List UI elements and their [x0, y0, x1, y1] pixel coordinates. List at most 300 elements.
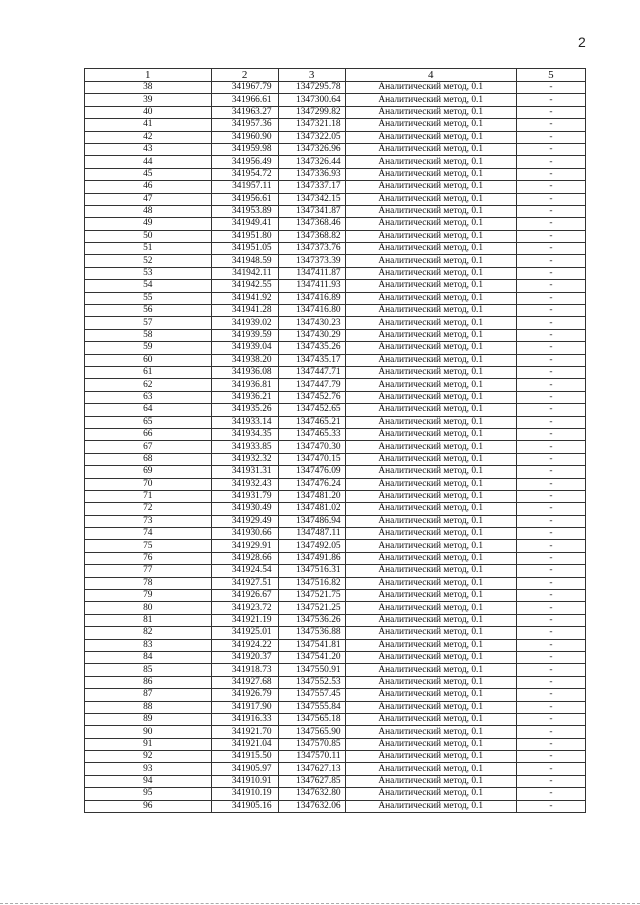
table-row	[85, 106, 586, 118]
table-row	[85, 788, 586, 800]
cell-point-number: 95	[85, 788, 212, 800]
table-row	[85, 701, 586, 713]
table-row	[85, 156, 586, 168]
table-row	[85, 466, 586, 478]
cell-point-number: 40	[85, 106, 212, 118]
cell-x-coordinate: 341967.79	[211, 82, 278, 94]
cell-method: Аналитический метод, 0.1	[345, 751, 516, 763]
cell-method: Аналитический метод, 0.1	[345, 676, 516, 688]
cell-point-number: 41	[85, 119, 212, 131]
cell-description: -	[516, 292, 585, 304]
cell-y-coordinate: 1347491.86	[278, 552, 345, 564]
cell-description: -	[516, 106, 585, 118]
cell-y-coordinate: 1347342.15	[278, 193, 345, 205]
table-row	[85, 676, 586, 688]
cell-x-coordinate: 341942.11	[211, 267, 278, 279]
table-row	[85, 503, 586, 515]
table-row	[85, 713, 586, 725]
column-header-point: 1	[85, 69, 212, 82]
cell-y-coordinate: 1347492.05	[278, 540, 345, 552]
cell-x-coordinate: 341933.85	[211, 441, 278, 453]
cell-method: Аналитический метод, 0.1	[345, 366, 516, 378]
cell-y-coordinate: 1347521.75	[278, 590, 345, 602]
table-row	[85, 416, 586, 428]
cell-y-coordinate: 1347557.45	[278, 689, 345, 701]
cell-x-coordinate: 341921.04	[211, 738, 278, 750]
cell-y-coordinate: 1347326.96	[278, 143, 345, 155]
cell-x-coordinate: 341921.70	[211, 726, 278, 738]
table-row	[85, 280, 586, 292]
cell-method: Аналитический метод, 0.1	[345, 639, 516, 651]
table-row	[85, 292, 586, 304]
cell-method: Аналитический метод, 0.1	[345, 590, 516, 602]
cell-y-coordinate: 1347476.24	[278, 478, 345, 490]
cell-point-number: 78	[85, 577, 212, 589]
cell-description: -	[516, 342, 585, 354]
table-row	[85, 404, 586, 416]
cell-x-coordinate: 341930.66	[211, 528, 278, 540]
cell-method: Аналитический метод, 0.1	[345, 156, 516, 168]
cell-method: Аналитический метод, 0.1	[345, 478, 516, 490]
cell-x-coordinate: 341936.08	[211, 366, 278, 378]
cell-x-coordinate: 341941.92	[211, 292, 278, 304]
cell-y-coordinate: 1347452.76	[278, 391, 345, 403]
cell-description: -	[516, 515, 585, 527]
cell-method: Аналитический метод, 0.1	[345, 689, 516, 701]
table-row	[85, 565, 586, 577]
cell-y-coordinate: 1347481.02	[278, 503, 345, 515]
cell-x-coordinate: 341959.98	[211, 143, 278, 155]
table-row	[85, 391, 586, 403]
cell-point-number: 57	[85, 317, 212, 329]
cell-y-coordinate: 1347341.87	[278, 205, 345, 217]
table-row	[85, 243, 586, 255]
cell-y-coordinate: 1347550.91	[278, 664, 345, 676]
cell-y-coordinate: 1347516.82	[278, 577, 345, 589]
cell-point-number: 81	[85, 614, 212, 626]
cell-description: -	[516, 404, 585, 416]
table-row	[85, 577, 586, 589]
cell-point-number: 38	[85, 82, 212, 94]
cell-x-coordinate: 341939.59	[211, 329, 278, 341]
cell-method: Аналитический метод, 0.1	[345, 404, 516, 416]
cell-point-number: 79	[85, 590, 212, 602]
cell-description: -	[516, 243, 585, 255]
coordinates-table	[84, 68, 586, 813]
cell-x-coordinate: 341948.59	[211, 255, 278, 267]
cell-point-number: 96	[85, 800, 212, 812]
cell-method: Аналитический метод, 0.1	[345, 119, 516, 131]
cell-point-number: 92	[85, 751, 212, 763]
table-row	[85, 366, 586, 378]
cell-point-number: 47	[85, 193, 212, 205]
cell-description: -	[516, 689, 585, 701]
cell-y-coordinate: 1347337.17	[278, 181, 345, 193]
cell-description: -	[516, 738, 585, 750]
cell-method: Аналитический метод, 0.1	[345, 490, 516, 502]
cell-y-coordinate: 1347476.09	[278, 466, 345, 478]
cell-x-coordinate: 341938.20	[211, 354, 278, 366]
cell-y-coordinate: 1347565.18	[278, 713, 345, 725]
table-row	[85, 119, 586, 131]
cell-description: -	[516, 590, 585, 602]
cell-y-coordinate: 1347447.71	[278, 366, 345, 378]
column-header-method: 4	[345, 69, 516, 82]
table-row	[85, 614, 586, 626]
table-row	[85, 651, 586, 663]
cell-point-number: 87	[85, 689, 212, 701]
column-header-x: 2	[211, 69, 278, 82]
cell-x-coordinate: 341924.54	[211, 565, 278, 577]
table-row	[85, 379, 586, 391]
cell-y-coordinate: 1347430.29	[278, 329, 345, 341]
cell-description: -	[516, 676, 585, 688]
table-row	[85, 317, 586, 329]
cell-point-number: 74	[85, 528, 212, 540]
table-row	[85, 528, 586, 540]
page-number: 2	[578, 34, 586, 50]
cell-description: -	[516, 528, 585, 540]
table-row	[85, 453, 586, 465]
cell-x-coordinate: 341926.67	[211, 590, 278, 602]
cell-description: -	[516, 775, 585, 787]
cell-x-coordinate: 341930.49	[211, 503, 278, 515]
cell-description: -	[516, 366, 585, 378]
cell-x-coordinate: 341929.49	[211, 515, 278, 527]
cell-method: Аналитический метод, 0.1	[345, 540, 516, 552]
cell-x-coordinate: 341927.51	[211, 577, 278, 589]
cell-method: Аналитический метод, 0.1	[345, 305, 516, 317]
table-row	[85, 267, 586, 279]
cell-method: Аналитический метод, 0.1	[345, 342, 516, 354]
table-row	[85, 441, 586, 453]
cell-x-coordinate: 341926.79	[211, 689, 278, 701]
cell-method: Аналитический метод, 0.1	[345, 205, 516, 217]
cell-point-number: 46	[85, 181, 212, 193]
cell-point-number: 64	[85, 404, 212, 416]
cell-y-coordinate: 1347521.25	[278, 602, 345, 614]
cell-y-coordinate: 1347373.39	[278, 255, 345, 267]
cell-y-coordinate: 1347300.64	[278, 94, 345, 106]
table-row	[85, 329, 586, 341]
cell-method: Аналитический метод, 0.1	[345, 515, 516, 527]
cell-point-number: 43	[85, 143, 212, 155]
cell-x-coordinate: 341934.35	[211, 428, 278, 440]
cell-method: Аналитический метод, 0.1	[345, 627, 516, 639]
cell-description: -	[516, 156, 585, 168]
cell-x-coordinate: 341910.19	[211, 788, 278, 800]
cell-point-number: 51	[85, 243, 212, 255]
cell-description: -	[516, 218, 585, 230]
cell-description: -	[516, 280, 585, 292]
cell-method: Аналитический метод, 0.1	[345, 528, 516, 540]
cell-method: Аналитический метод, 0.1	[345, 664, 516, 676]
cell-point-number: 59	[85, 342, 212, 354]
cell-point-number: 70	[85, 478, 212, 490]
table-row	[85, 354, 586, 366]
cell-x-coordinate: 341933.14	[211, 416, 278, 428]
cell-point-number: 76	[85, 552, 212, 564]
cell-description: -	[516, 230, 585, 242]
cell-point-number: 45	[85, 168, 212, 180]
cell-x-coordinate: 341941.28	[211, 305, 278, 317]
cell-method: Аналитический метод, 0.1	[345, 243, 516, 255]
cell-method: Аналитический метод, 0.1	[345, 651, 516, 663]
cell-point-number: 90	[85, 726, 212, 738]
cell-y-coordinate: 1347411.93	[278, 280, 345, 292]
cell-method: Аналитический метод, 0.1	[345, 280, 516, 292]
cell-description: -	[516, 428, 585, 440]
cell-description: -	[516, 131, 585, 143]
cell-y-coordinate: 1347295.78	[278, 82, 345, 94]
cell-point-number: 53	[85, 267, 212, 279]
cell-point-number: 55	[85, 292, 212, 304]
cell-y-coordinate: 1347632.06	[278, 800, 345, 812]
cell-method: Аналитический метод, 0.1	[345, 466, 516, 478]
cell-point-number: 54	[85, 280, 212, 292]
cell-description: -	[516, 577, 585, 589]
cell-y-coordinate: 1347430.23	[278, 317, 345, 329]
cell-description: -	[516, 82, 585, 94]
cell-point-number: 68	[85, 453, 212, 465]
cell-point-number: 71	[85, 490, 212, 502]
cell-description: -	[516, 639, 585, 651]
cell-method: Аналитический метод, 0.1	[345, 453, 516, 465]
cell-point-number: 91	[85, 738, 212, 750]
cell-x-coordinate: 341939.02	[211, 317, 278, 329]
cell-y-coordinate: 1347541.20	[278, 651, 345, 663]
cell-y-coordinate: 1347368.46	[278, 218, 345, 230]
cell-method: Аналитический метод, 0.1	[345, 292, 516, 304]
table-row	[85, 763, 586, 775]
cell-point-number: 65	[85, 416, 212, 428]
table-row	[85, 639, 586, 651]
cell-y-coordinate: 1347452.65	[278, 404, 345, 416]
cell-method: Аналитический метод, 0.1	[345, 230, 516, 242]
cell-x-coordinate: 341928.66	[211, 552, 278, 564]
cell-x-coordinate: 341916.33	[211, 713, 278, 725]
cell-point-number: 52	[85, 255, 212, 267]
cell-method: Аналитический метод, 0.1	[345, 106, 516, 118]
table-row	[85, 305, 586, 317]
cell-point-number: 67	[85, 441, 212, 453]
cell-x-coordinate: 341935.26	[211, 404, 278, 416]
table-row	[85, 751, 586, 763]
cell-x-coordinate: 341929.91	[211, 540, 278, 552]
cell-y-coordinate: 1347470.30	[278, 441, 345, 453]
cell-y-coordinate: 1347435.17	[278, 354, 345, 366]
cell-point-number: 88	[85, 701, 212, 713]
cell-description: -	[516, 614, 585, 626]
cell-x-coordinate: 341963.27	[211, 106, 278, 118]
cell-y-coordinate: 1347552.53	[278, 676, 345, 688]
cell-y-coordinate: 1347470.15	[278, 453, 345, 465]
cell-description: -	[516, 305, 585, 317]
table-row	[85, 590, 586, 602]
table-row	[85, 255, 586, 267]
cell-x-coordinate: 341905.97	[211, 763, 278, 775]
table-row	[85, 82, 586, 94]
cell-point-number: 49	[85, 218, 212, 230]
cell-x-coordinate: 341917.90	[211, 701, 278, 713]
cell-method: Аналитический метод, 0.1	[345, 317, 516, 329]
cell-description: -	[516, 391, 585, 403]
cell-y-coordinate: 1347322.05	[278, 131, 345, 143]
cell-method: Аналитический метод, 0.1	[345, 416, 516, 428]
cell-method: Аналитический метод, 0.1	[345, 800, 516, 812]
cell-point-number: 89	[85, 713, 212, 725]
cell-point-number: 56	[85, 305, 212, 317]
cell-point-number: 48	[85, 205, 212, 217]
cell-description: -	[516, 478, 585, 490]
cell-description: -	[516, 713, 585, 725]
cell-method: Аналитический метод, 0.1	[345, 577, 516, 589]
cell-y-coordinate: 1347486.94	[278, 515, 345, 527]
cell-method: Аналитический метод, 0.1	[345, 738, 516, 750]
cell-point-number: 69	[85, 466, 212, 478]
cell-description: -	[516, 205, 585, 217]
cell-x-coordinate: 341966.61	[211, 94, 278, 106]
cell-x-coordinate: 341951.80	[211, 230, 278, 242]
cell-method: Аналитический метод, 0.1	[345, 788, 516, 800]
cell-y-coordinate: 1347555.84	[278, 701, 345, 713]
cell-method: Аналитический метод, 0.1	[345, 143, 516, 155]
cell-description: -	[516, 143, 585, 155]
table-row	[85, 775, 586, 787]
cell-description: -	[516, 651, 585, 663]
cell-description: -	[516, 193, 585, 205]
cell-method: Аналитический метод, 0.1	[345, 193, 516, 205]
cell-description: -	[516, 800, 585, 812]
cell-y-coordinate: 1347465.21	[278, 416, 345, 428]
table-row	[85, 428, 586, 440]
cell-description: -	[516, 788, 585, 800]
cell-y-coordinate: 1347411.87	[278, 267, 345, 279]
table-row	[85, 168, 586, 180]
cell-point-number: 62	[85, 379, 212, 391]
cell-y-coordinate: 1347632.80	[278, 788, 345, 800]
cell-method: Аналитический метод, 0.1	[345, 82, 516, 94]
cell-y-coordinate: 1347373.76	[278, 243, 345, 255]
cell-method: Аналитический метод, 0.1	[345, 267, 516, 279]
cell-x-coordinate: 341942.55	[211, 280, 278, 292]
cell-x-coordinate: 341932.43	[211, 478, 278, 490]
table-row	[85, 552, 586, 564]
cell-point-number: 66	[85, 428, 212, 440]
cell-description: -	[516, 602, 585, 614]
cell-point-number: 60	[85, 354, 212, 366]
cell-description: -	[516, 181, 585, 193]
table-row	[85, 181, 586, 193]
cell-point-number: 63	[85, 391, 212, 403]
cell-point-number: 77	[85, 565, 212, 577]
cell-method: Аналитический метод, 0.1	[345, 701, 516, 713]
cell-y-coordinate: 1347299.82	[278, 106, 345, 118]
cell-x-coordinate: 341925.01	[211, 627, 278, 639]
cell-point-number: 80	[85, 602, 212, 614]
cell-point-number: 93	[85, 763, 212, 775]
cell-x-coordinate: 341953.89	[211, 205, 278, 217]
cell-description: -	[516, 466, 585, 478]
cell-x-coordinate: 341905.16	[211, 800, 278, 812]
cell-description: -	[516, 664, 585, 676]
cell-description: -	[516, 119, 585, 131]
cell-description: -	[516, 490, 585, 502]
cell-method: Аналитический метод, 0.1	[345, 255, 516, 267]
cell-x-coordinate: 341932.32	[211, 453, 278, 465]
cell-point-number: 50	[85, 230, 212, 242]
cell-y-coordinate: 1347416.80	[278, 305, 345, 317]
cell-y-coordinate: 1347536.26	[278, 614, 345, 626]
cell-x-coordinate: 341927.68	[211, 676, 278, 688]
cell-y-coordinate: 1347465.33	[278, 428, 345, 440]
cell-point-number: 75	[85, 540, 212, 552]
cell-method: Аналитический метод, 0.1	[345, 131, 516, 143]
cell-y-coordinate: 1347565.90	[278, 726, 345, 738]
cell-description: -	[516, 565, 585, 577]
cell-method: Аналитический метод, 0.1	[345, 428, 516, 440]
cell-x-coordinate: 341936.81	[211, 379, 278, 391]
cell-method: Аналитический метод, 0.1	[345, 775, 516, 787]
table-row	[85, 540, 586, 552]
cell-description: -	[516, 751, 585, 763]
cell-method: Аналитический метод, 0.1	[345, 94, 516, 106]
table-row	[85, 738, 586, 750]
cell-description: -	[516, 416, 585, 428]
cell-description: -	[516, 540, 585, 552]
cell-method: Аналитический метод, 0.1	[345, 565, 516, 577]
cell-method: Аналитический метод, 0.1	[345, 726, 516, 738]
table-row	[85, 602, 586, 614]
cell-point-number: 85	[85, 664, 212, 676]
cell-point-number: 39	[85, 94, 212, 106]
table-row	[85, 205, 586, 217]
cell-description: -	[516, 701, 585, 713]
cell-point-number: 73	[85, 515, 212, 527]
cell-description: -	[516, 267, 585, 279]
table-row	[85, 230, 586, 242]
cell-y-coordinate: 1347536.88	[278, 627, 345, 639]
cell-x-coordinate: 341915.50	[211, 751, 278, 763]
cell-x-coordinate: 341954.72	[211, 168, 278, 180]
table-row	[85, 515, 586, 527]
table-row	[85, 490, 586, 502]
table-header-row	[85, 69, 586, 82]
cell-x-coordinate: 341923.72	[211, 602, 278, 614]
cell-description: -	[516, 354, 585, 366]
cell-y-coordinate: 1347481.20	[278, 490, 345, 502]
cell-description: -	[516, 255, 585, 267]
cell-y-coordinate: 1347516.31	[278, 565, 345, 577]
cell-method: Аналитический метод, 0.1	[345, 218, 516, 230]
cell-x-coordinate: 341921.19	[211, 614, 278, 626]
cell-description: -	[516, 763, 585, 775]
cell-description: -	[516, 317, 585, 329]
cell-x-coordinate: 341931.79	[211, 490, 278, 502]
cell-method: Аналитический метод, 0.1	[345, 713, 516, 725]
table-row	[85, 94, 586, 106]
cell-description: -	[516, 379, 585, 391]
cell-y-coordinate: 1347416.89	[278, 292, 345, 304]
cell-method: Аналитический метод, 0.1	[345, 614, 516, 626]
cell-point-number: 82	[85, 627, 212, 639]
table-row	[85, 664, 586, 676]
cell-x-coordinate: 341939.04	[211, 342, 278, 354]
cell-y-coordinate: 1347321.18	[278, 119, 345, 131]
cell-y-coordinate: 1347541.81	[278, 639, 345, 651]
cell-method: Аналитический метод, 0.1	[345, 379, 516, 391]
table-row	[85, 800, 586, 812]
